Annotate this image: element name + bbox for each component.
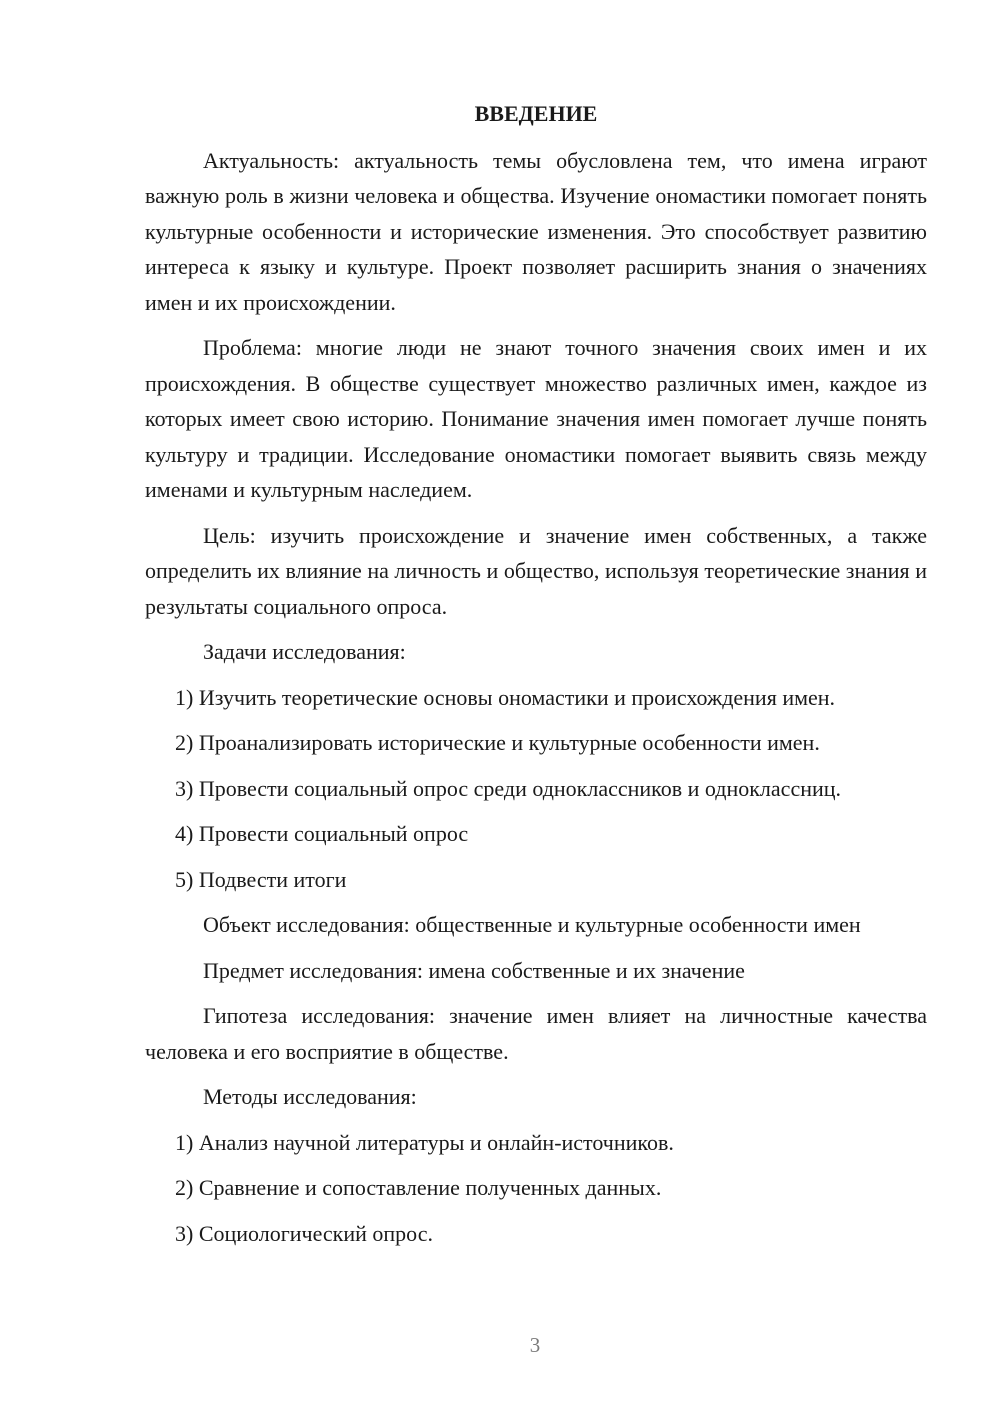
task-item-3: 3) Провести социальный опрос среди одноклассников и одноклассниц. [175,775,842,801]
task-item-5: 5) Подвести итоги [175,866,347,892]
goal-paragraph: Цель: изучить происхождение и значение имен собственных, а также определить их влияние на личность и общество, используя теоретические знания и результаты социального опроса. [145,522,927,619]
page-number: 3 [529,1333,541,1357]
object-paragraph: Объект исследования: общественные и культурные особенности имен [203,912,861,937]
problem-paragraph: Проблема: многие люди не знают точного значения своих имен и их происхождения. В обществе существует множество различных имен, каждое из которых имеет свою историю. Понимание значения имен помогает лучше понять культуру и традиции. Исследование ономастики помогает выявить связь между именами и культурным наследием. [145,335,927,502]
task-item-2: 2) Проанализировать исторические и культурные особенности имен. [175,730,820,755]
methods-heading: Методы исследования: [203,1084,417,1109]
method-item-2: 2) Сравнение и сопоставление полученных данных. [175,1175,662,1200]
method-item-1: 1) Анализ научной литературы и онлайн-источников. [175,1129,674,1155]
page-title: ВВЕДЕНИЕ [474,101,598,126]
task-item-1: 1) Изучить теоретические основы ономастики и происхождения имен. [175,684,836,710]
tasks-heading: Задачи исследования: [203,639,406,664]
method-item-3: 3) Социологический опрос. [175,1220,433,1246]
relevance-paragraph: Актуальность: актуальность темы обусловлена тем, что имена играют важную роль в жизни человека и общества. Изучение ономастики помогает понять культурные особенности и исторические изменения. Это способствует развитию интереса к языку и культуре. Проект позволяет расширить знания о значениях имен и их происхождении. [145,147,927,315]
document-page [145,96,927,1261]
hypothesis-paragraph: Гипотеза исследования: значение имен влияет на личностные качества человека и его восприятие в обществе. [145,1003,927,1064]
task-item-4: 4) Провести социальный опрос [175,821,469,846]
subject-paragraph: Предмет исследования: имена собственные и их значение [203,957,745,983]
